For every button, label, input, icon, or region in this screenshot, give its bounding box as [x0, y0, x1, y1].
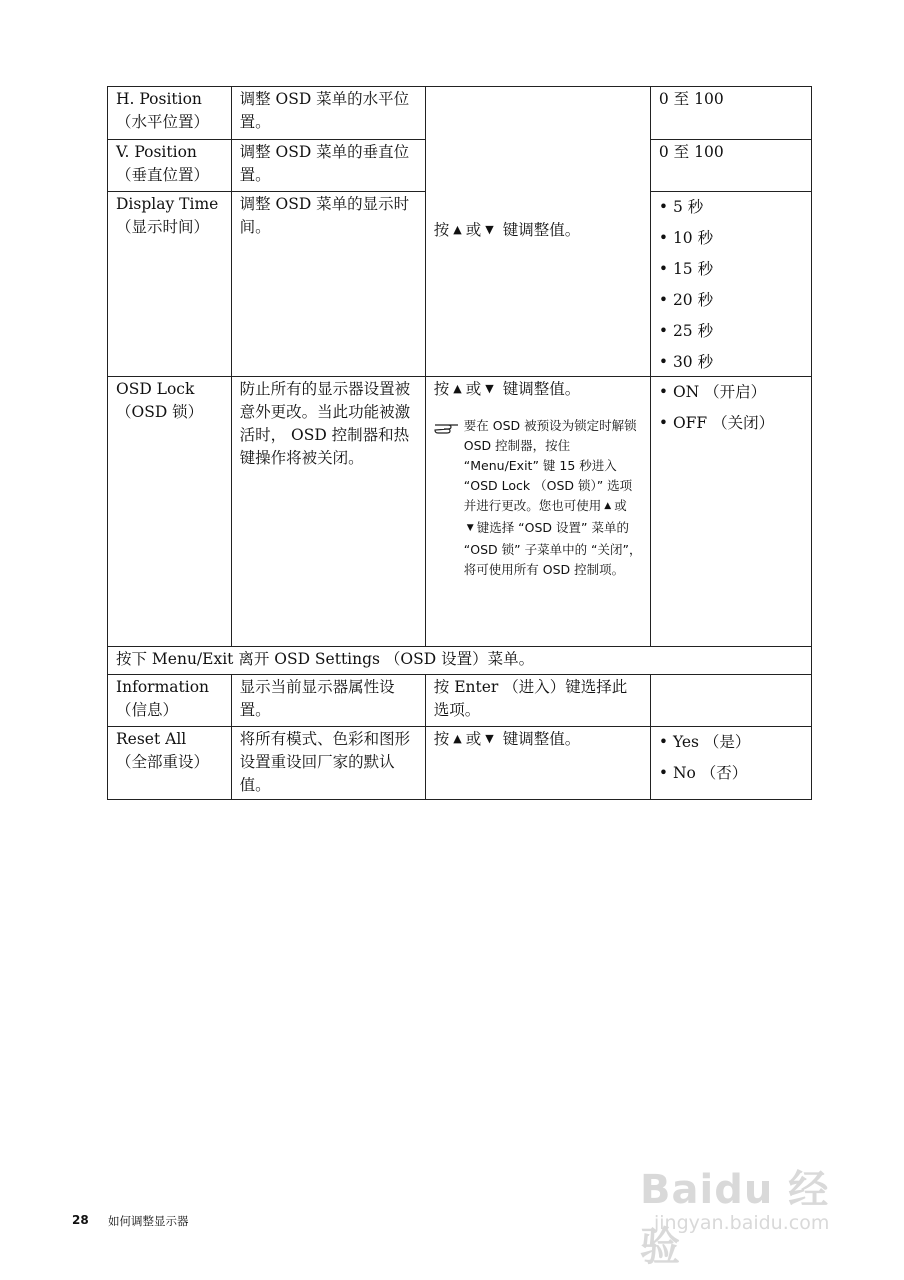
- item-description: 调整 OSD 菜单的显示时间。: [231, 192, 425, 377]
- option: • Yes （是）: [658, 733, 751, 751]
- table-row: [108, 647, 812, 675]
- page-number: 28: [72, 1213, 89, 1227]
- item-name: Display Time （显示时间）: [108, 192, 232, 377]
- up-arrow-icon: ▲: [453, 223, 462, 236]
- watermark-url: jingyan.baidu.com: [654, 1212, 830, 1234]
- option: • No （否）: [658, 764, 748, 782]
- item-range: 0 至 100: [650, 140, 811, 192]
- osd-settings-table: [107, 86, 812, 800]
- option: • 5 秒: [658, 198, 704, 216]
- item-range: 0 至 100: [650, 87, 811, 140]
- option: • 10 秒: [658, 229, 714, 247]
- item-name: Information （信息）: [108, 675, 232, 727]
- table-row: [108, 87, 812, 140]
- item-operation: 按 ▲ 或 ▼ 键调整值。: [425, 87, 650, 377]
- option: • 20 秒: [658, 291, 714, 309]
- option: • 25 秒: [658, 322, 714, 340]
- up-arrow-icon: ▲: [453, 732, 462, 745]
- down-arrow-icon: ▼: [485, 732, 494, 745]
- watermark-logo: Baidu 经验: [640, 1167, 830, 1270]
- table-row: [108, 727, 812, 800]
- item-description: 显示当前显示器属性设置。: [231, 675, 425, 727]
- down-arrow-icon: ▼: [466, 523, 474, 533]
- item-name: Reset All （全部重设）: [108, 727, 232, 800]
- item-name: V. Position （垂直位置）: [108, 140, 232, 192]
- table-row: [108, 675, 812, 727]
- item-description: 将所有模式、色彩和图形设置重设回厂家的默认值。: [231, 727, 425, 800]
- item-operation: 按 ▲ 或 ▼ 键调整值。: [425, 727, 650, 800]
- option: • 15 秒: [658, 260, 714, 278]
- note: 要在 OSD 被预设为锁定时解锁 OSD 控制器，按住 “Menu/Exit” 键 15 秒进入 “OSD Lock （OSD 锁）” 选项并进行更改。您也可使用 ▲ 或 ▼ 键选择 “OSD 设置” 菜单的 “OSD 锁” 子菜单中的 “关闭”，将可使用所有 OSD 控制项。: [434, 416, 642, 580]
- item-name: H. Position （水平位置）: [108, 87, 232, 140]
- item-operation: 按 ▲ 或 ▼ 键调整值。 要在 OSD 被预设为锁定时解锁 OSD 控制器，按住 “Menu/Exit” 键 15 秒进入 “OSD Lock （OSD 锁）” 选项并进行更改。您也可使用 ▲ 或 ▼ 键选择 “OSD 设置” 菜单的 “OSD 锁” 子菜单中的 “关闭”，将可使用所有 OSD 控制项。: [425, 377, 650, 647]
- exit-instruction: 按下 Menu/Exit 离开 OSD Settings （OSD 设置）菜单。: [108, 647, 812, 675]
- down-arrow-icon: ▼: [485, 382, 494, 395]
- item-description: 调整 OSD 菜单的水平位置。: [231, 87, 425, 140]
- option: • OFF （关闭）: [658, 414, 775, 432]
- up-arrow-icon: ▲: [604, 501, 612, 511]
- item-options: [650, 377, 811, 647]
- down-arrow-icon: ▼: [485, 223, 494, 236]
- up-arrow-icon: ▲: [453, 382, 462, 395]
- pointing-hand-icon: [434, 419, 460, 441]
- item-operation: 按 Enter （进入）键选择此选项。: [425, 675, 650, 727]
- item-options: [650, 675, 811, 727]
- item-options: [650, 192, 811, 377]
- item-options: [650, 727, 811, 800]
- item-name: OSD Lock （OSD 锁）: [108, 377, 232, 647]
- item-description: 调整 OSD 菜单的垂直位置。: [231, 140, 425, 192]
- baidu-watermark: [640, 1150, 870, 1270]
- option: • ON （开启）: [658, 383, 767, 401]
- footer-section-title: 如何调整显示器: [108, 1214, 189, 1228]
- table-row: [108, 377, 812, 647]
- item-description: 防止所有的显示器设置被意外更改。当此功能被激活时， OSD 控制器和热键操作将被关闭。: [231, 377, 425, 647]
- option: • 30 秒: [658, 353, 714, 371]
